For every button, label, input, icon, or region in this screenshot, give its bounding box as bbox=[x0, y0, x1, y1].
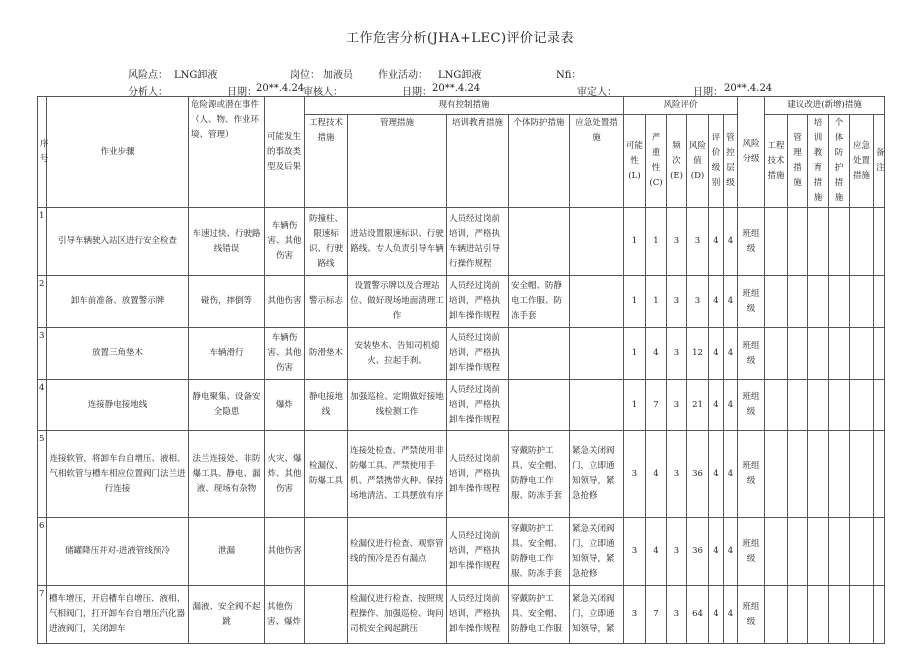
row-step: 槽车增压，开启槽车自增压、液相、气相阀门，打开卸车台自增压汽化器进液阀门，关闭卸车 bbox=[47, 586, 189, 644]
row-hazard: 法兰连接处、非防爆工具、静电、漏液、现场有杂物 bbox=[189, 431, 265, 518]
row-hazard: 静电聚集、设备安全隐患 bbox=[189, 380, 265, 431]
header-ppe: 个体防护措施 bbox=[509, 115, 570, 208]
header-remark: 备注 bbox=[874, 115, 885, 208]
row-remark bbox=[874, 208, 885, 276]
row-s-tech bbox=[765, 380, 788, 431]
row-s-ppe bbox=[829, 208, 850, 276]
row-seq: 7 bbox=[38, 586, 47, 644]
post-value: 加液员 bbox=[323, 70, 353, 81]
row-s-emergency bbox=[850, 518, 874, 586]
row-risk: 4 bbox=[724, 431, 738, 518]
header-mgmt: 管理措施 bbox=[348, 115, 447, 208]
row-step: 连接静电接地线 bbox=[47, 380, 189, 431]
row-s-training bbox=[808, 518, 829, 586]
header-risk-grade: 风险分级 bbox=[738, 97, 765, 208]
row-seq: 4 bbox=[38, 380, 47, 431]
approver-label: 审定人： bbox=[577, 87, 617, 98]
row-d: 3 bbox=[687, 276, 709, 328]
row-ppe bbox=[509, 328, 570, 380]
table-row bbox=[38, 208, 885, 276]
row-grade: 4 bbox=[709, 380, 724, 431]
analyst-date-label: 日期： bbox=[227, 87, 257, 98]
header-emergency: 应急处置措施 bbox=[570, 115, 624, 208]
row-remark bbox=[874, 431, 885, 518]
row-remark bbox=[874, 276, 885, 328]
row-mgmt: 检漏仪进行检查、按照规程操作、加强巡检、询问司机安全阀起跳压 bbox=[348, 586, 447, 644]
row-step: 储罐降压并对-进液管线预冷 bbox=[47, 518, 189, 586]
risk-point-label: 风险点： bbox=[128, 70, 168, 81]
row-s-ppe bbox=[829, 380, 850, 431]
row-ppe: 穿戴防护工具、安全帽、防静电工作服 bbox=[509, 586, 570, 644]
row-s-training bbox=[808, 380, 829, 431]
header-e: 频次(E) bbox=[667, 115, 687, 208]
row-accident: 其他伤害 bbox=[265, 518, 305, 586]
row-risk: 4 bbox=[724, 328, 738, 380]
row-level: 班组级 bbox=[738, 518, 765, 586]
header-tech: 工程技术措施 bbox=[305, 115, 348, 208]
row-ppe: 安全帽、防静电工作服、防冻手套 bbox=[509, 276, 570, 328]
row-training: 人员经过岗前培训，严格执卸车操作规程 bbox=[447, 586, 509, 644]
row-step: 引导车辆驶入站区进行安全检查 bbox=[47, 208, 189, 276]
table-row bbox=[38, 518, 885, 586]
reviewer-date-value: 20**.4.24 bbox=[432, 83, 481, 94]
row-s-tech bbox=[765, 586, 788, 644]
header-seq: 序号 bbox=[38, 97, 47, 208]
row-risk: 4 bbox=[724, 380, 738, 431]
row-hazard: 碰伤，摔倒等 bbox=[189, 276, 265, 328]
row-grade: 4 bbox=[709, 208, 724, 276]
header-training: 培训教育措施 bbox=[447, 115, 509, 208]
row-l: 1 bbox=[624, 208, 646, 276]
row-risk: 4 bbox=[724, 276, 738, 328]
row-grade: 4 bbox=[709, 328, 724, 380]
row-d: 64 bbox=[687, 586, 709, 644]
row-seq: 2 bbox=[38, 276, 47, 328]
header-s-training: 培训教育措施 bbox=[808, 115, 829, 208]
row-d: 3 bbox=[687, 208, 709, 276]
row-training: 人员经过岗前培训，严格执卸车操作规程 bbox=[447, 276, 509, 328]
page-title: 工作危害分析(JHA+LEC)评价记录表 bbox=[345, 31, 575, 46]
row-tech: 防撞柱、限速标识、行驶路线 bbox=[305, 208, 348, 276]
row-step: 连接软管，将卸车台自增压、液相、气相软管与槽车相应位置阀门法兰进行连接 bbox=[47, 431, 189, 518]
header-s-tech: 工程技术措施 bbox=[765, 115, 788, 208]
row-s-mgmt bbox=[788, 586, 808, 644]
row-level: 班组级 bbox=[738, 431, 765, 518]
row-s-training bbox=[808, 276, 829, 328]
row-accident: 火灾、爆炸、其他伤害 bbox=[265, 431, 305, 518]
table-row bbox=[38, 586, 885, 644]
row-tech bbox=[305, 586, 348, 644]
row-emergency bbox=[570, 380, 624, 431]
row-s-training bbox=[808, 208, 829, 276]
row-s-ppe bbox=[829, 518, 850, 586]
activity-value: LNG卸液 bbox=[438, 70, 482, 81]
row-s-ppe bbox=[829, 431, 850, 518]
row-l: 3 bbox=[624, 431, 646, 518]
row-s-ppe bbox=[829, 276, 850, 328]
row-s: 1 bbox=[646, 208, 667, 276]
row-tech: 警示标志 bbox=[305, 276, 348, 328]
row-training: 人员经过岗前培训，严格执卸车操作规程 bbox=[447, 328, 509, 380]
row-emergency bbox=[570, 276, 624, 328]
row-s-emergency bbox=[850, 208, 874, 276]
approver-date-value: 20**.4.24 bbox=[724, 83, 773, 94]
header-controls-group: 现有控制措施 bbox=[305, 97, 624, 115]
row-training: 人员经过岗前培训，严格执卸车操作规程 bbox=[447, 380, 509, 431]
row-risk: 4 bbox=[724, 586, 738, 644]
row-emergency bbox=[570, 208, 624, 276]
row-s-tech bbox=[765, 518, 788, 586]
analyst-label: 分析人： bbox=[128, 87, 168, 98]
row-mgmt: 连接处检查、严禁使用非防爆工具、严禁使用手机、严禁携带火种、保持场地清洁、工具摆放有序 bbox=[348, 431, 447, 518]
reviewer-label: 审核人： bbox=[303, 87, 343, 98]
row-s-training bbox=[808, 328, 829, 380]
row-mgmt: 加强巡检、定期做好接地线检测工作 bbox=[348, 380, 447, 431]
row-s-emergency bbox=[850, 431, 874, 518]
table-row bbox=[38, 276, 885, 328]
row-tech: 静电接地线 bbox=[305, 380, 348, 431]
row-grade: 4 bbox=[709, 431, 724, 518]
row-mgmt: 安装垫木、告知司机熄火、拉起手刹、 bbox=[348, 328, 447, 380]
row-tech: 防滑垫木 bbox=[305, 328, 348, 380]
row-s-tech bbox=[765, 328, 788, 380]
row-level: 班组级 bbox=[738, 586, 765, 644]
row-s: 4 bbox=[646, 328, 667, 380]
row-emergency: 紧急关闭阀门，立即通知领导，紧急抢修 bbox=[570, 431, 624, 518]
row-tech: 检漏仪、防爆工具 bbox=[305, 431, 348, 518]
row-emergency: 紧急关闭阀门，立即通知领导，紧 bbox=[570, 586, 624, 644]
row-remark bbox=[874, 586, 885, 644]
row-ppe bbox=[509, 208, 570, 276]
row-tech bbox=[305, 518, 348, 586]
table-row bbox=[38, 431, 885, 518]
header-s-mgmt: 管理措施 bbox=[788, 115, 808, 208]
approver-date-label: 日期： bbox=[693, 87, 723, 98]
row-remark bbox=[874, 380, 885, 431]
row-d: 36 bbox=[687, 518, 709, 586]
row-s-mgmt bbox=[788, 208, 808, 276]
row-l: 1 bbox=[624, 276, 646, 328]
row-d: 21 bbox=[687, 380, 709, 431]
header-eval-group: 风险评价 bbox=[624, 97, 738, 115]
header-s-ppe: 个体防护措施 bbox=[829, 115, 850, 208]
row-e: 3 bbox=[667, 518, 687, 586]
row-e: 3 bbox=[667, 586, 687, 644]
row-s-ppe bbox=[829, 328, 850, 380]
row-grade: 4 bbox=[709, 276, 724, 328]
header-hazard: 危险源或潜在事件（人、物、作业环境、管理） bbox=[189, 97, 265, 208]
row-risk: 4 bbox=[724, 208, 738, 276]
nfi-label: Nfi： bbox=[556, 70, 582, 81]
header-control-level: 管控层级 bbox=[724, 115, 738, 208]
row-level: 班组级 bbox=[738, 380, 765, 431]
header-step: 作业步骤 bbox=[47, 97, 189, 208]
row-level: 班组级 bbox=[738, 208, 765, 276]
row-s-tech bbox=[765, 276, 788, 328]
row-s-mgmt bbox=[788, 328, 808, 380]
row-s-training bbox=[808, 431, 829, 518]
row-training: 人员经过岗前培训，严格执卸车操作规程 bbox=[447, 431, 509, 518]
row-emergency bbox=[570, 328, 624, 380]
row-emergency: 紧急关闭阀门，立即通知领导，紧急抢修 bbox=[570, 518, 624, 586]
row-s-tech bbox=[765, 431, 788, 518]
row-e: 3 bbox=[667, 328, 687, 380]
header-accident: 可能发生的事故类型及后果 bbox=[265, 97, 305, 208]
row-hazard: 漏液、安全阀不起跳 bbox=[189, 586, 265, 644]
row-s-mgmt bbox=[788, 518, 808, 586]
row-risk: 4 bbox=[724, 518, 738, 586]
row-accident: 车辆伤害、其他伤害 bbox=[265, 328, 305, 380]
row-s-mgmt bbox=[788, 380, 808, 431]
row-s-emergency bbox=[850, 328, 874, 380]
row-e: 3 bbox=[667, 208, 687, 276]
activity-label: 作业活动： bbox=[378, 70, 428, 81]
row-l: 3 bbox=[624, 518, 646, 586]
row-remark bbox=[874, 518, 885, 586]
table-row bbox=[38, 328, 885, 380]
row-ppe: 穿戴防护工具、安全帽、防静电工作服、防冻手套 bbox=[509, 431, 570, 518]
row-l: 1 bbox=[624, 328, 646, 380]
row-hazard: 泄漏 bbox=[189, 518, 265, 586]
row-s-mgmt bbox=[788, 276, 808, 328]
row-s: 4 bbox=[646, 431, 667, 518]
row-s-ppe bbox=[829, 586, 850, 644]
row-l: 1 bbox=[624, 380, 646, 431]
row-s: 7 bbox=[646, 586, 667, 644]
row-grade: 4 bbox=[709, 518, 724, 586]
row-accident: 爆炸 bbox=[265, 380, 305, 431]
row-seq: 5 bbox=[38, 431, 47, 518]
row-training: 人员经过岗前培训，严格执卸车操作规程 bbox=[447, 518, 509, 586]
row-training: 人员经过岗前培训，严格执车辆进站引导行操作规程 bbox=[447, 208, 509, 276]
row-accident: 其他伤害 bbox=[265, 276, 305, 328]
row-s: 7 bbox=[646, 380, 667, 431]
row-d: 12 bbox=[687, 328, 709, 380]
row-hazard: 车辆滑行 bbox=[189, 328, 265, 380]
header-d: 风险值(D) bbox=[687, 115, 709, 208]
reviewer-date-label: 日期： bbox=[402, 87, 432, 98]
row-hazard: 车速过快、行驶路线错误 bbox=[189, 208, 265, 276]
row-l: 3 bbox=[624, 586, 646, 644]
row-s-emergency bbox=[850, 276, 874, 328]
row-seq: 1 bbox=[38, 208, 47, 276]
risk-point-value: LNG卸液 bbox=[174, 70, 218, 81]
row-level: 班组级 bbox=[738, 328, 765, 380]
row-ppe bbox=[509, 380, 570, 431]
row-ppe: 穿戴防护工具、安全帽、防静电工作服、防冻手套 bbox=[509, 518, 570, 586]
row-s: 4 bbox=[646, 518, 667, 586]
header-s: 严重性(C) bbox=[646, 115, 667, 208]
row-grade: 4 bbox=[709, 586, 724, 644]
row-remark bbox=[874, 328, 885, 380]
row-level: 班组级 bbox=[738, 276, 765, 328]
row-seq: 3 bbox=[38, 328, 47, 380]
table-row bbox=[38, 380, 885, 431]
analyst-date-value: 20**.4.24 bbox=[256, 83, 305, 94]
row-s-mgmt bbox=[788, 431, 808, 518]
row-s: 1 bbox=[646, 276, 667, 328]
row-step: 放置三角垫木 bbox=[47, 328, 189, 380]
row-step: 卸车前准备、放置警示牌 bbox=[47, 276, 189, 328]
row-accident: 其他伤害、爆炸 bbox=[265, 586, 305, 644]
header-grade: 评价级别 bbox=[709, 115, 724, 208]
header-l: 可能性(L) bbox=[624, 115, 646, 208]
row-e: 3 bbox=[667, 380, 687, 431]
row-s-training bbox=[808, 586, 829, 644]
row-e: 3 bbox=[667, 431, 687, 518]
row-mgmt: 进站设置限速标识、行驶路线、专人负责引导车辆 bbox=[348, 208, 447, 276]
header-suggest-group: 建议改进(新增)措施 bbox=[765, 97, 885, 115]
row-s-emergency bbox=[850, 586, 874, 644]
row-s-emergency bbox=[850, 380, 874, 431]
row-mgmt: 设置警示牌以及合理站位、做好现场地面清理工作 bbox=[348, 276, 447, 328]
post-label: 岗位： bbox=[290, 70, 320, 81]
row-e: 3 bbox=[667, 276, 687, 328]
header-s-emergency: 应急处置措施 bbox=[850, 115, 874, 208]
jha-table bbox=[37, 96, 885, 644]
row-d: 36 bbox=[687, 431, 709, 518]
row-s-tech bbox=[765, 208, 788, 276]
row-accident: 车辆伤害、其他伤害 bbox=[265, 208, 305, 276]
row-seq: 6 bbox=[38, 518, 47, 586]
row-mgmt: 检漏仪进行检查、观察管线的预冷是否有漏点 bbox=[348, 518, 447, 586]
